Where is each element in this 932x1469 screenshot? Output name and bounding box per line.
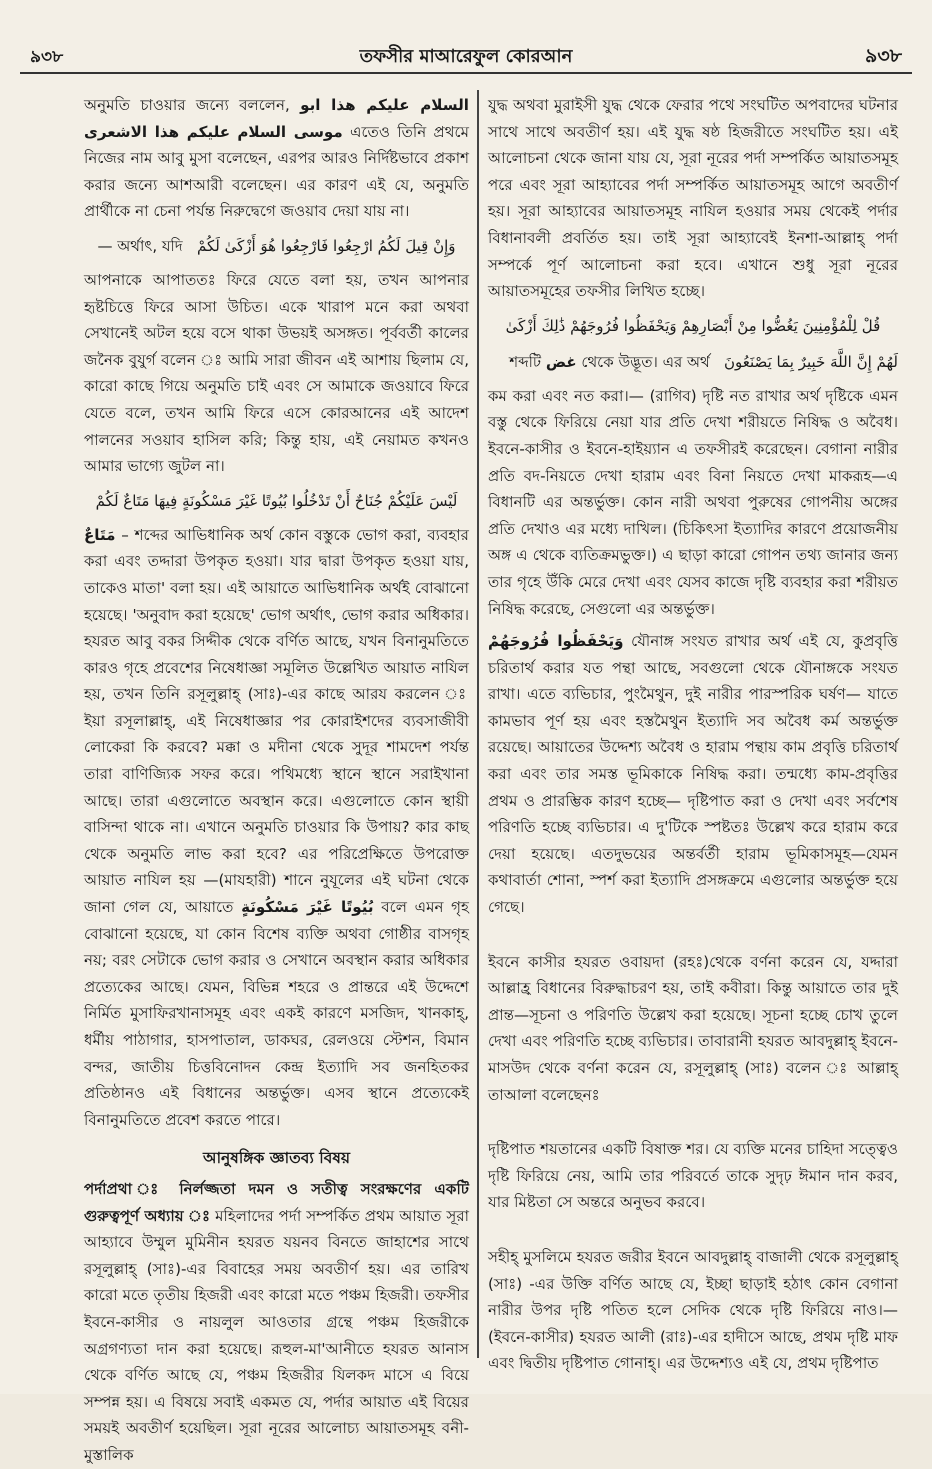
left-paragraph-2: আপনাকে আপাততঃ ফিরে যেতে বলা হয়, তখন আপনার হৃষ্টচিত্তে ফিরে আসা উচিত। একে খারাপ মনে করা অথবা সেখানেই অটল হয়ে বসে থাকা উভয়ই অসঙ্গত। পূর্ববর্তী কালের জনৈক বুযুর্গ বলেন ঃ আমি সারা জীবন এই আশায় ছিলাম যে, কারো কাছে গিয়ে অনুমতি চাই এবং সে আমাকে জওয়াবে ফিরে যেতে বলে, তখন আমি ফিরে এসে কোরআনের এই আদেশ পালনের সওয়াব হাসিল করি; কিন্তু হায়, এই নেয়ামত কখনও আমার ভাগ্যে জুটল না। <box>84 270 469 476</box>
verse-block-1 <box>84 231 469 261</box>
page-header <box>20 38 912 74</box>
right-paragraph-2: কম করা এবং নত করা।— (রাগিব) দৃষ্টি নত রাখার অর্থ দৃষ্টিকে এমন বস্তু থেকে ফিরিয়ে নেয়া যার প্রতি দেখা শরীয়তে নিষিদ্ধ ও অবৈধ। ইবনে-কাসীর ও ইবনে-হাইয়্যান এ তফসীরই করেছেন। বেগানা নারীর প্রতি বদ-নিয়তে দেখা হারাম এবং বিনা নিয়তে দেখা মাকরূহ—এ বিধানটি এর অন্তর্ভুক্ত। কোন নারী অথবা পুরুষের গোপনীয় অঙ্গের প্রতি দেখাও এর মধ্যে দাখিল। (চিকিৎসা ইত্যাদির কারণে প্রয়োজনীয় অঙ্গ এ থেকে ব্যতিক্রমভুক্ত।) এ ছাড়া কারো গোপন তথ্য জানার জন্য তার গৃহে উঁকি মেরে দেখা এবং যেসব কাজে দৃষ্টি ব্যবহার করা শরীয়ত নিষিদ্ধ করেছে, সেগুলো এর অন্তর্ভুক্ত। <box>488 386 898 618</box>
section-lead-bold: পর্দাপ্রথা ঃ নির্লজ্জতা দমন ও সতীত্ব সংরক্ষণের একটি গুরুত্বপূর্ণ অধ্যায় ঃ <box>84 1179 469 1225</box>
right-paragraph-3: وَيَحْفَظُوا فُرُوجَهُمْ যৌনাঙ্গ সংযত রাখার অর্থ এই যে, কুপ্রবৃত্তি চরিতার্থ করার যত পন্থা আছে, সবগুলো থেকে যৌনাঙ্গকে সংযত রাখা। এতে ব্যভিচার, পুংমৈথুন, দুই নারীর পারস্পরিক ঘর্ষণ— যাতে কামভাব পূর্ণ হয় এবং হস্তমৈথুন ইত্যাদি সব অবৈধ কর্ম অন্তর্ভুক্ত রয়েছে। আয়াতের উদ্দেশ্য অবৈধ ও হারাম পন্থায় কাম প্রবৃত্তি চরিতার্থ করা এবং তার সমস্ত ভূমিকাকে নিষিদ্ধ করা। তন্মধ্যে কাম-প্রবৃত্তির প্রথম ও প্রারম্ভিক কারণ হচ্ছে— দৃষ্টিপাত করা ও দেখা এবং সর্বশেষ পরিণতি হচ্ছে ব্যভিচার। এ দু'টিকে স্পষ্টতঃ উল্লেখ করে হারাম করে দেয়া হয়েছে। এতদুভয়ের অন্তর্বর্তী হারাম ভূমিকাসমূহ—যেমন কথাবার্তা শোনা, স্পর্শ করা ইত্যাদি প্রসঙ্গক্রমে এগুলোর অন্তর্ভুক্ত হয়ে গেছে। <box>488 632 898 917</box>
verse-arabic-3: قُلْ لِلْمُؤْمِنِينَ يَغُضُّوا مِنْ أَبْصَارِهِمْ وَيَحْفَظُوا فُرُوجَهُمْ ذَٰلِكَ أَزْكَىٰ <box>505 316 881 335</box>
right-paragraph-5: দৃষ্টিপাত শয়তানের একটি বিষাক্ত শর। যে ব্যক্তি মনের চাহিদা সত্ত্বেও দৃষ্টি ফিরিয়ে নেয়, আমি তার পরিবর্তে তাকে সুদৃঢ় ঈমান দান করব, যার মিষ্টতা সে অন্তরে অনুভব করবে। <box>488 1140 898 1212</box>
verse-arabic-2: لَيْسَ عَلَيْكُمْ جُنَاحٌ أَنْ تَدْخُلُوا بُيُوتًا غَيْرَ مَسْكُونَةٍ فِيهَا مَتَاعٌ لَكُمْ <box>95 491 458 510</box>
right-page-number: ৯৩৮ <box>864 45 902 67</box>
verse-arabic-4: لَهُمْ إِنَّ اللَّهَ خَبِيرٌ بِمَا يَصْنَعُونَ <box>724 352 898 371</box>
left-paragraph-1: অনুমতি চাওয়ার জন্যে বললেন, السلام عليكم هذا ابو موسى السلام عليكم هذا الاشعرى এতেও তিনি প্রথমে নিজের নাম আবু মুসা বলেছেন, এরপর আরও নির্দিষ্টভাবে প্রকাশ করার জন্যে আশআরী বলেছেন। এর কারণ এই যে, অনুমতি প্রার্থীকে না চেনা পর্যন্ত নিরুদ্বেগে জওয়াব দেয়া যায় না। <box>84 96 469 221</box>
right-paragraph-6: সহীহ্ মুসলিমে হযরত জরীর ইবনে আবদুল্লাহ্ বাজালী থেকে রসূলুল্লাহ্ (সাঃ) -এর উক্তি বর্ণিত আছে যে, ইচ্ছা ছাড়াই হঠাৎ কোন বেগানা নারীর উপর দৃষ্টি পতিত হলে সেদিক থেকে দৃষ্টি ফিরিয়ে নাও।—(ইবনে-কাসীর) হযরত আলী (রাঃ)-এর হাদীসে আছে, প্রথম দৃষ্টি মাফ এবং দ্বিতীয় দৃষ্টিপাত গোনাহ্। এর উদ্দেশ্যও এই যে, প্রথম দৃষ্টিপাত <box>488 1247 898 1373</box>
arabic-phrase-buyut: بُيُوتًا غَيْرَ مَسْكُونَةٍ <box>241 898 374 917</box>
right-paragraph-1: যুদ্ধ অথবা মুরাইসী যুদ্ধ থেকে ফেরার পথে সংঘটিত অপবাদের ঘটনার সাথে সাথে অবতীর্ণ হয়। এই যুদ্ধ ষষ্ঠ হিজরীতে সংঘটিত হয়। এই আলোচনা থেকে জানা যায় যে, সূরা নূরের পর্দা সম্পর্কিত আয়াতসমূহ পরে এবং সূরা আহ্যাবের পর্দা সম্পর্কিত আয়াতসমূহ আগে অবতীর্ণ হয়। সূরা আহ্যাবের আয়াতসমূহ নাযিল হওয়ার সময় থেকেই পর্দার বিধানাবলী প্রবর্তিত হয়। তাই সূরা আহ্যাবেই ইনশা-আল্লাহ্ পর্দা সম্পর্কে পূর্ণ আলোচনা করা হবে। এখানে শুধু সূরা নূরের আয়াতসমূহের তফসীর লিখিত হচ্ছে। <box>488 96 898 301</box>
right-column <box>488 92 898 1373</box>
arabic-root-ghadd: غض <box>545 352 577 371</box>
arabic-greeting-1: السلام عليكم هذا ابو موسى السلام <box>237 96 469 141</box>
arabic-phrase-furuj: وَيَحْفَظُوا فُرُوجَهُمْ <box>488 632 624 651</box>
left-paragraph-4: পর্দাপ্রথা ঃ নির্লজ্জতা দমন ও সতীত্ব সংরক্ষণের একটি গুরুত্বপূর্ণ অধ্যায় ঃ মহিলাদের পর্দা সম্পর্কিত প্রথম আয়াত সূরা আহ্যাবে উম্মুল মুমিনীন হযরত যয়নব বিনতে জাহাশের সাথে রসূলুল্লাহ্ (সাঃ)-এর বিবাহের সময় অবতীর্ণ হয়। এর তারিখ কারো মতে তৃতীয় হিজরী এবং কারো মতে পঞ্চম হিজরী। তফসীর ইবনে-কাসীর ও নায়লুল আওতার গ্রন্থে পঞ্চম হিজরীকে অগ্রগণ্যতা দান করা হয়েছে। রূহুল-মা'আনীতে হযরত আনাস থেকে বর্ণিত আছে যে, পঞ্চম হিজরীর যিলকদ মাসে এ বিয়ে সম্পন্ন হয়। এ বিষয়ে সবাই একমত যে, পর্দার আয়াত এই বিয়ের সময়ই অবতীর্ণ হয়েছিল। সূরা নূরের আলোচ্য আয়াতসমূহ বনী-মুস্তালিক <box>84 1179 469 1464</box>
arabic-word-mataa: مَتَاعٌ <box>84 525 116 544</box>
column-divider <box>477 90 479 1358</box>
left-column <box>84 92 469 1464</box>
running-title: তফসীর মাআরেফুল কোরআন <box>359 46 573 67</box>
verse-arabic-1: وَإِنْ قِيلَ لَكُمُ ارْجِعُوا فَارْجِعُوا هُوَ أَزْكَىٰ لَكُمْ <box>197 236 456 255</box>
verse-meaning-lead: — অর্থাৎ, যদি <box>97 236 183 255</box>
left-paragraph-3: مَتَاعٌ – শব্দের আভিধানিক অর্থ কোন বস্তুকে ভোগ করা, ব্যবহার করা এবং তদ্দারা উপকৃত হওয়া। যার দ্বারা উপকৃত হওয়া যায়, তাকেও মাতা' বলা হয়। এই আয়াতে আভিধানিক অর্থই বোঝানো হয়েছে। 'অনুবাদ করা হয়েছে' ভোগ অর্থাৎ, ভোগ করার অধিকার। হযরত আবু বকর সিদ্দীক থেকে বর্ণিত আছে, যখন বিনানুমতিতে কারও গৃহে প্রবেশের নিষেধাজ্ঞা সমূলিত উল্লেখিত আয়াত নাযিল হয়, তখন তিনি রসূলুল্লাহ্ (সাঃ)-এর কাছে আরয করলেন ঃ ইয়া রসূলাল্লাহ্, এই নিষেধাজ্ঞার পর কোরাইশদের ব্যবসাজীবী লোকেরা কি করবে? মক্কা ও মদীনা থেকে সুদূর শামদেশ পর্যন্ত তারা বাণিজ্যিক সফর করে। পথিমধ্যে স্থানে স্থানে সরাইখানা আছে। তারা এগুলোতে অবস্থান করে। এগুলোতে কোন স্থায়ী বাসিন্দা থাকে না। এখানে অনুমতি চাওয়ার কি উপায়? কার কাছ থেকে অনুমতি লাভ করা হবে? এর পরিপ্রেক্ষিতে উপরোক্ত আয়াত নাযিল হয় —(মাযহারী) শানে নুযূলের এই ঘটনা থেকে জানা গেল যে, আয়াতে بُيُوتًا غَيْرَ مَسْكُونَةٍ বলে এমন গৃহ বোঝানো হয়েছে, যা কোন বিশেষ ব্যক্তি অথবা গোষ্ঠীর বাসগৃহ নয়; বরং সেটাকে ভোগ করার ও সেখানে অবস্থান করার অধিকার প্রত্যেকের আছে। যেমন, বিভিন্ন শহরে ও প্রান্তরে এই উদ্দেশে নির্মিত মুসাফিরখানাসমূহ এবং একই কারণে মসজিদ, খানকাহ্, ধর্মীয় পাঠাগার, হাসপাতাল, ডাকঘর, রেলওয়ে স্টেশন, বিমান বন্দর, জাতীয় চিত্তবিনোদন কেন্দ্র ইত্যাদি সব জনহিতকর প্রতিষ্ঠানও এই বিধানের অন্তর্ভুক্ত। এসব স্থানে প্রত্যেকেই বিনানুমতিতে প্রবেশ করতে পারে। <box>84 525 469 1129</box>
verse-block-4: لَهُمْ إِنَّ اللَّهَ خَبِيرٌ بِمَا يَصْنَعُونَ শব্দটি غض থেকে উদ্ভূত। এর অর্থ <box>509 352 898 371</box>
arabic-greeting-2: عليكم هذا الاشعرى <box>84 122 231 141</box>
section-subheading: আনুষঙ্গিক জ্ঞাতব্য বিষয় <box>202 1149 351 1168</box>
right-paragraph-4: ইবনে কাসীর হযরত ওবায়দা (রহঃ)থেকে বর্ণনা করেন যে, যদ্দারা আল্লাহ্র বিধানের বিরুদ্ধাচরণ হয়, তাই কবীরা। কিন্তু আয়াতে তার দুই প্রান্ত—সূচনা ও পরিণতি উল্লেখ করা হয়েছে। সূচনা হচ্ছে চোখ তুলে দেখা এবং পরিণতি হচ্ছে ব্যভিচার। তাবারানী হযরত আবদুল্লাহ্ ইবনে-মাসউদ থেকে বর্ণনা করেন যে, রসূলুল্লাহ্ (সাঃ) বলেন ঃ আল্লাহ্ তাআলা বলেছেনঃ <box>488 952 898 1104</box>
left-page-number: ৯৩৮ <box>30 47 64 67</box>
